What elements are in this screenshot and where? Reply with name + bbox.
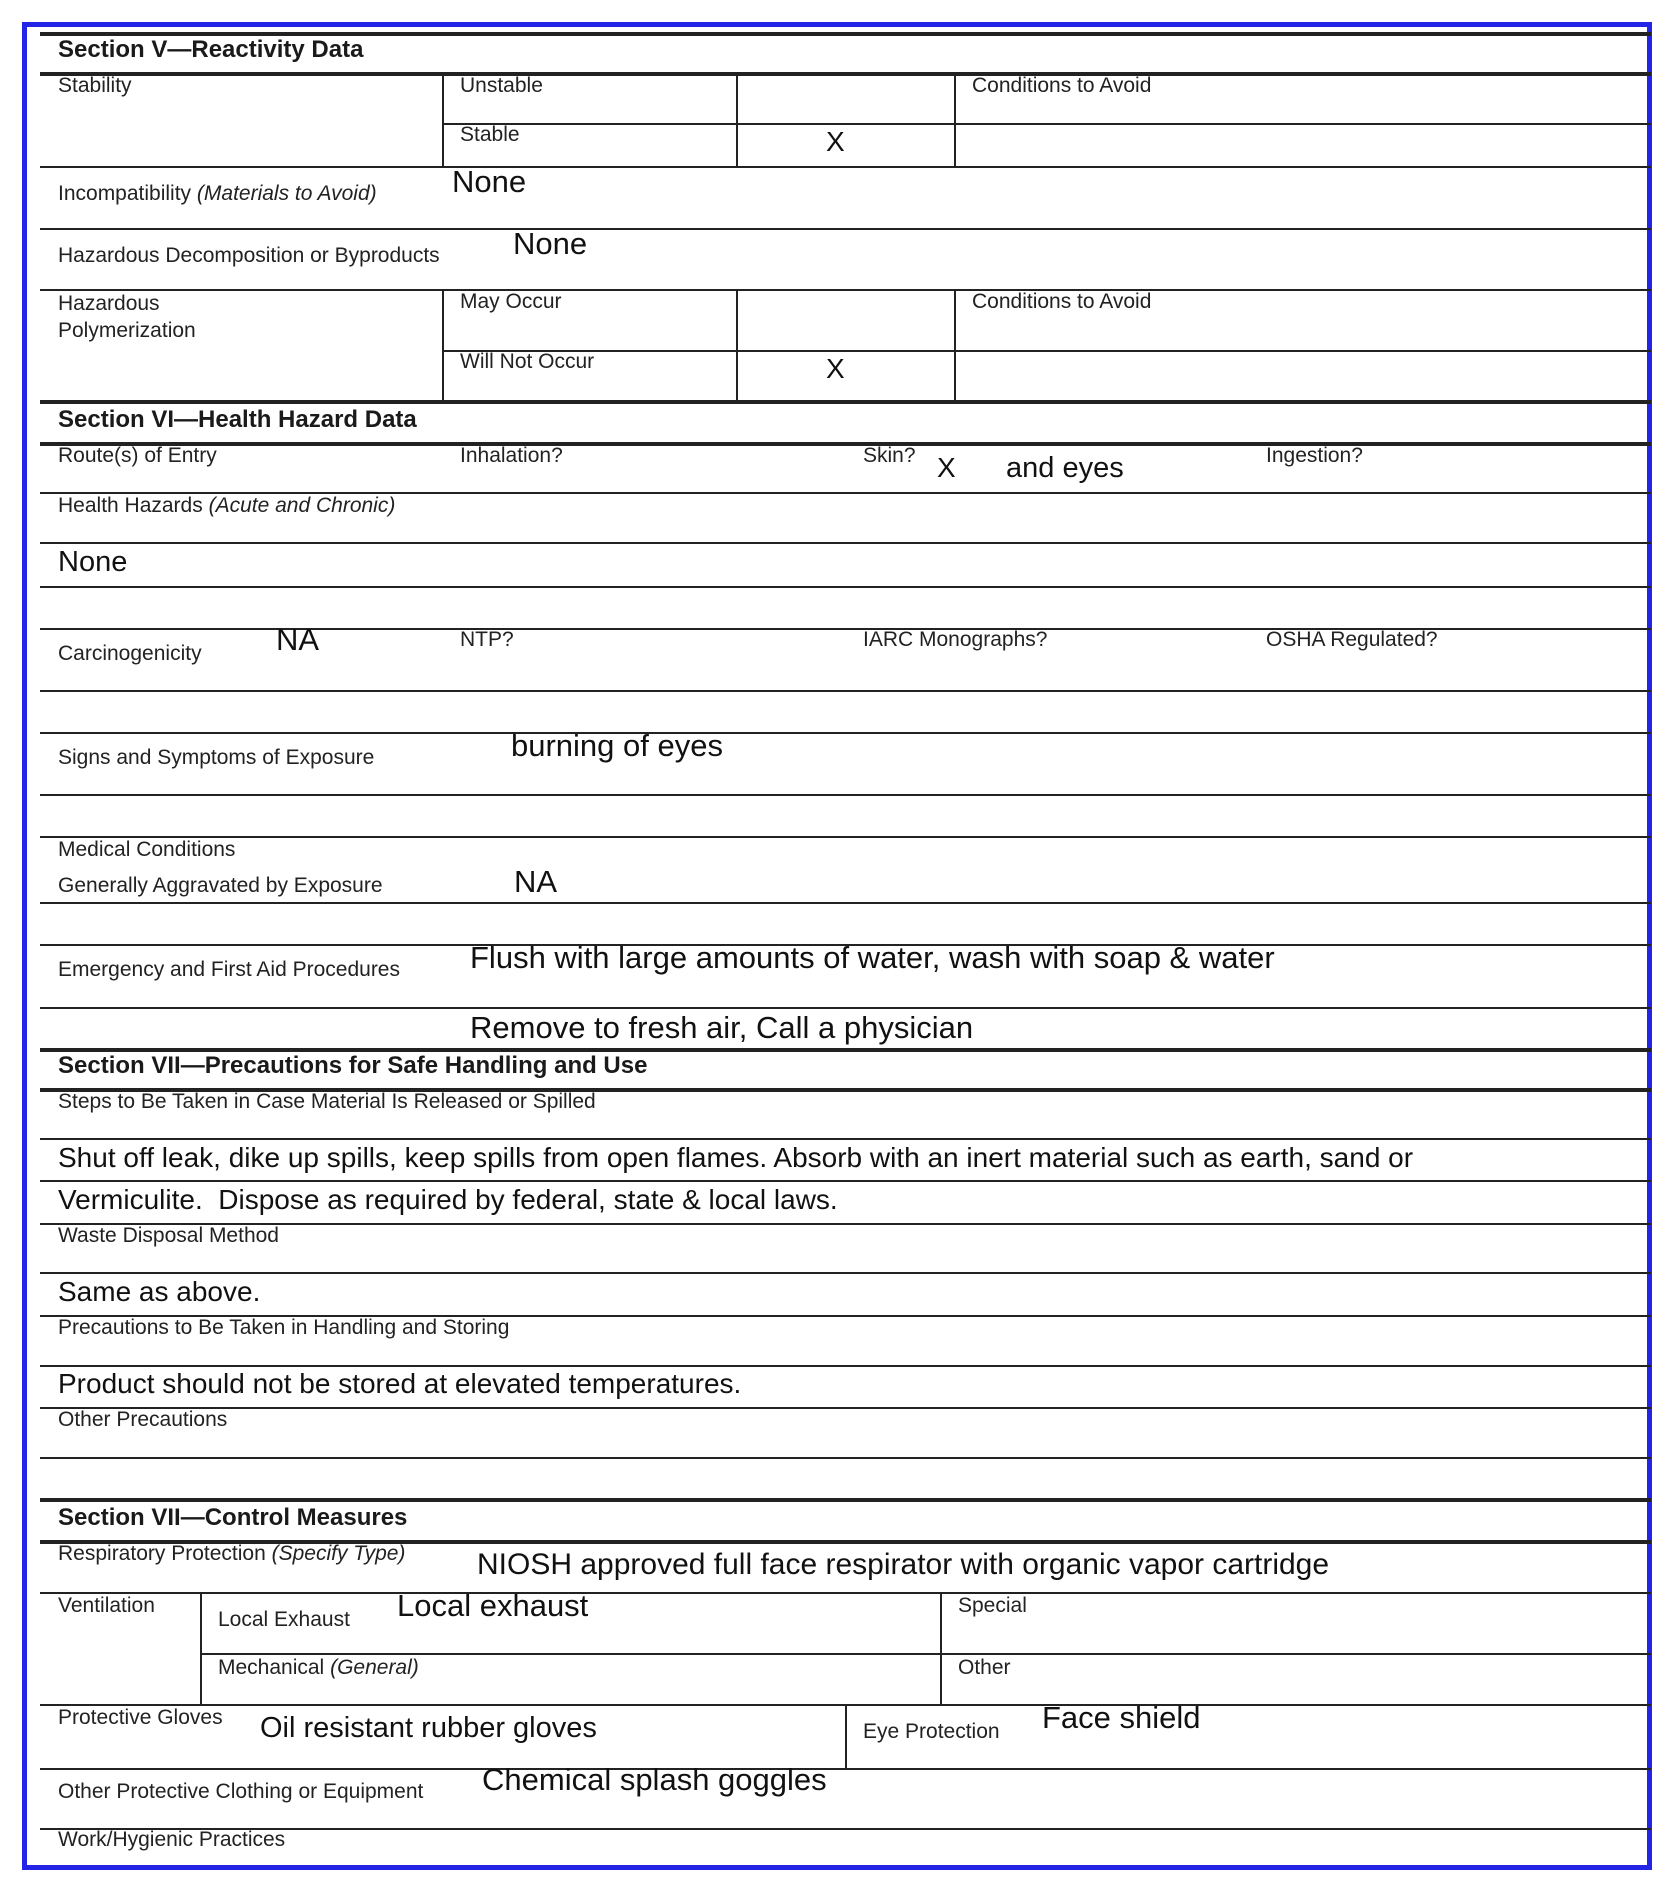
rule — [40, 166, 1651, 168]
routes-label: Route(s) of Entry — [58, 444, 217, 467]
section-5-title: Section V—Reactivity Data — [58, 36, 364, 63]
rule — [40, 794, 1651, 796]
conditions-to-avoid-label: Conditions to Avoid — [972, 74, 1152, 97]
rule — [40, 1365, 1651, 1367]
emergency-label: Emergency and First Aid Procedures — [58, 958, 400, 981]
stability-label: Stability — [58, 74, 132, 97]
rule — [40, 228, 1651, 230]
rule — [40, 1498, 1651, 1502]
waste-value: Same as above. — [58, 1276, 261, 1307]
medical-label-1: Medical Conditions — [58, 838, 236, 861]
rule — [40, 1407, 1651, 1409]
skin-label: Skin? — [863, 444, 916, 467]
respiratory-label: Respiratory Protection (Specify Type) — [58, 1542, 406, 1565]
column-rule — [200, 1592, 202, 1705]
stable-mark: X — [826, 126, 845, 157]
skin-extra-value: and eyes — [1006, 452, 1124, 484]
rule — [40, 1457, 1651, 1459]
carcinogenicity-label: Carcinogenicity — [58, 642, 202, 665]
medical-label-2: Generally Aggravated by Exposure — [58, 874, 383, 897]
rule — [40, 1272, 1651, 1274]
column-rule — [845, 1705, 847, 1769]
unstable-label: Unstable — [460, 74, 543, 97]
column-rule — [954, 290, 956, 401]
column-rule — [940, 1592, 942, 1705]
rule — [40, 902, 1651, 904]
rule — [40, 836, 1651, 838]
health-hazards-label: Health Hazards (Acute and Chronic) — [58, 494, 396, 517]
skin-mark: X — [937, 452, 956, 483]
rule — [40, 732, 1651, 734]
signs-value: burning of eyes — [511, 728, 723, 763]
clothing-value: Chemical splash goggles — [482, 1762, 827, 1797]
column-rule — [442, 74, 444, 167]
mechanical-label: Mechanical (General) — [218, 1656, 419, 1679]
decomposition-value: None — [513, 226, 588, 261]
waste-label: Waste Disposal Method — [58, 1224, 279, 1247]
rule — [40, 400, 1651, 404]
work-practices-label: Work/Hygienic Practices — [58, 1828, 286, 1851]
section-7-title: Section VII—Precautions for Safe Handling and Use — [58, 1052, 648, 1079]
health-hazards-value: None — [58, 546, 128, 578]
rule — [442, 123, 1651, 125]
rule — [40, 1223, 1651, 1225]
other-label: Other — [958, 1656, 1011, 1679]
signs-label: Signs and Symptoms of Exposure — [58, 746, 375, 769]
incompatibility-value: None — [452, 164, 527, 199]
rule — [40, 72, 1651, 76]
local-exhaust-label: Local Exhaust — [218, 1608, 350, 1631]
rule — [40, 1592, 1651, 1594]
emergency-value-1: Flush with large amounts of water, wash with soap & water — [470, 940, 1275, 975]
rule — [40, 1180, 1651, 1182]
inhalation-label: Inhalation? — [460, 444, 563, 467]
special-label: Special — [958, 1594, 1027, 1617]
gloves-value: Oil resistant rubber gloves — [260, 1712, 597, 1744]
steps-value-1: Shut off leak, dike up spills, keep spills from open flames. Absorb with an inert material such as earth, sand or — [58, 1142, 1414, 1173]
ventilation-label: Ventilation — [58, 1594, 155, 1617]
eye-protection-label: Eye Protection — [863, 1720, 1000, 1743]
osha-label: OSHA Regulated? — [1266, 628, 1438, 651]
rule — [40, 690, 1651, 692]
section-6-title: Section VI—Health Hazard Data — [58, 406, 417, 433]
handling-label: Precautions to Be Taken in Handling and Storing — [58, 1316, 510, 1339]
polymerization-label-1: Hazardous — [58, 292, 160, 315]
other-precautions-label: Other Precautions — [58, 1408, 228, 1431]
carcinogenicity-value: NA — [276, 622, 320, 657]
may-occur-label: May Occur — [460, 290, 562, 313]
section-8-title: Section VII—Control Measures — [58, 1504, 408, 1531]
respiratory-value: NIOSH approved full face respirator with organic vapor cartridge — [477, 1548, 1330, 1581]
local-exhaust-value: Local exhaust — [397, 1588, 589, 1623]
rule — [40, 1007, 1651, 1009]
rule — [40, 542, 1651, 544]
ntp-label: NTP? — [460, 628, 514, 651]
medical-value: NA — [514, 864, 558, 899]
iarc-label: IARC Monographs? — [863, 628, 1048, 651]
rule — [40, 1138, 1651, 1140]
emergency-value-2: Remove to fresh air, Call a physician — [470, 1010, 974, 1045]
stable-label: Stable — [460, 123, 520, 146]
steps-value-2: Vermiculite. Dispose as required by federal, state & local laws. — [58, 1184, 838, 1215]
column-rule — [736, 74, 738, 167]
column-rule — [954, 74, 956, 167]
will-not-occur-mark: X — [826, 353, 845, 384]
decomposition-label: Hazardous Decomposition or Byproducts — [58, 244, 440, 267]
column-rule — [442, 290, 444, 401]
clothing-label: Other Protective Clothing or Equipment — [58, 1780, 424, 1803]
incompatibility-label: Incompatibility (Materials to Avoid) — [58, 182, 377, 205]
rule — [200, 1653, 1651, 1655]
column-rule — [736, 290, 738, 401]
rule — [40, 289, 1651, 291]
polymerization-label-2: Polymerization — [58, 319, 196, 342]
conditions-to-avoid-label: Conditions to Avoid — [972, 290, 1152, 313]
rule — [40, 442, 1651, 446]
will-not-occur-label: Will Not Occur — [460, 350, 595, 373]
ingestion-label: Ingestion? — [1266, 444, 1363, 467]
gloves-label: Protective Gloves — [58, 1706, 223, 1729]
handling-value: Product should not be stored at elevated temperatures. — [58, 1368, 742, 1399]
rule — [40, 586, 1651, 588]
rule — [442, 350, 1651, 352]
steps-label: Steps to Be Taken in Case Material Is Released or Spilled — [58, 1090, 596, 1113]
eye-protection-value: Face shield — [1042, 1700, 1201, 1735]
